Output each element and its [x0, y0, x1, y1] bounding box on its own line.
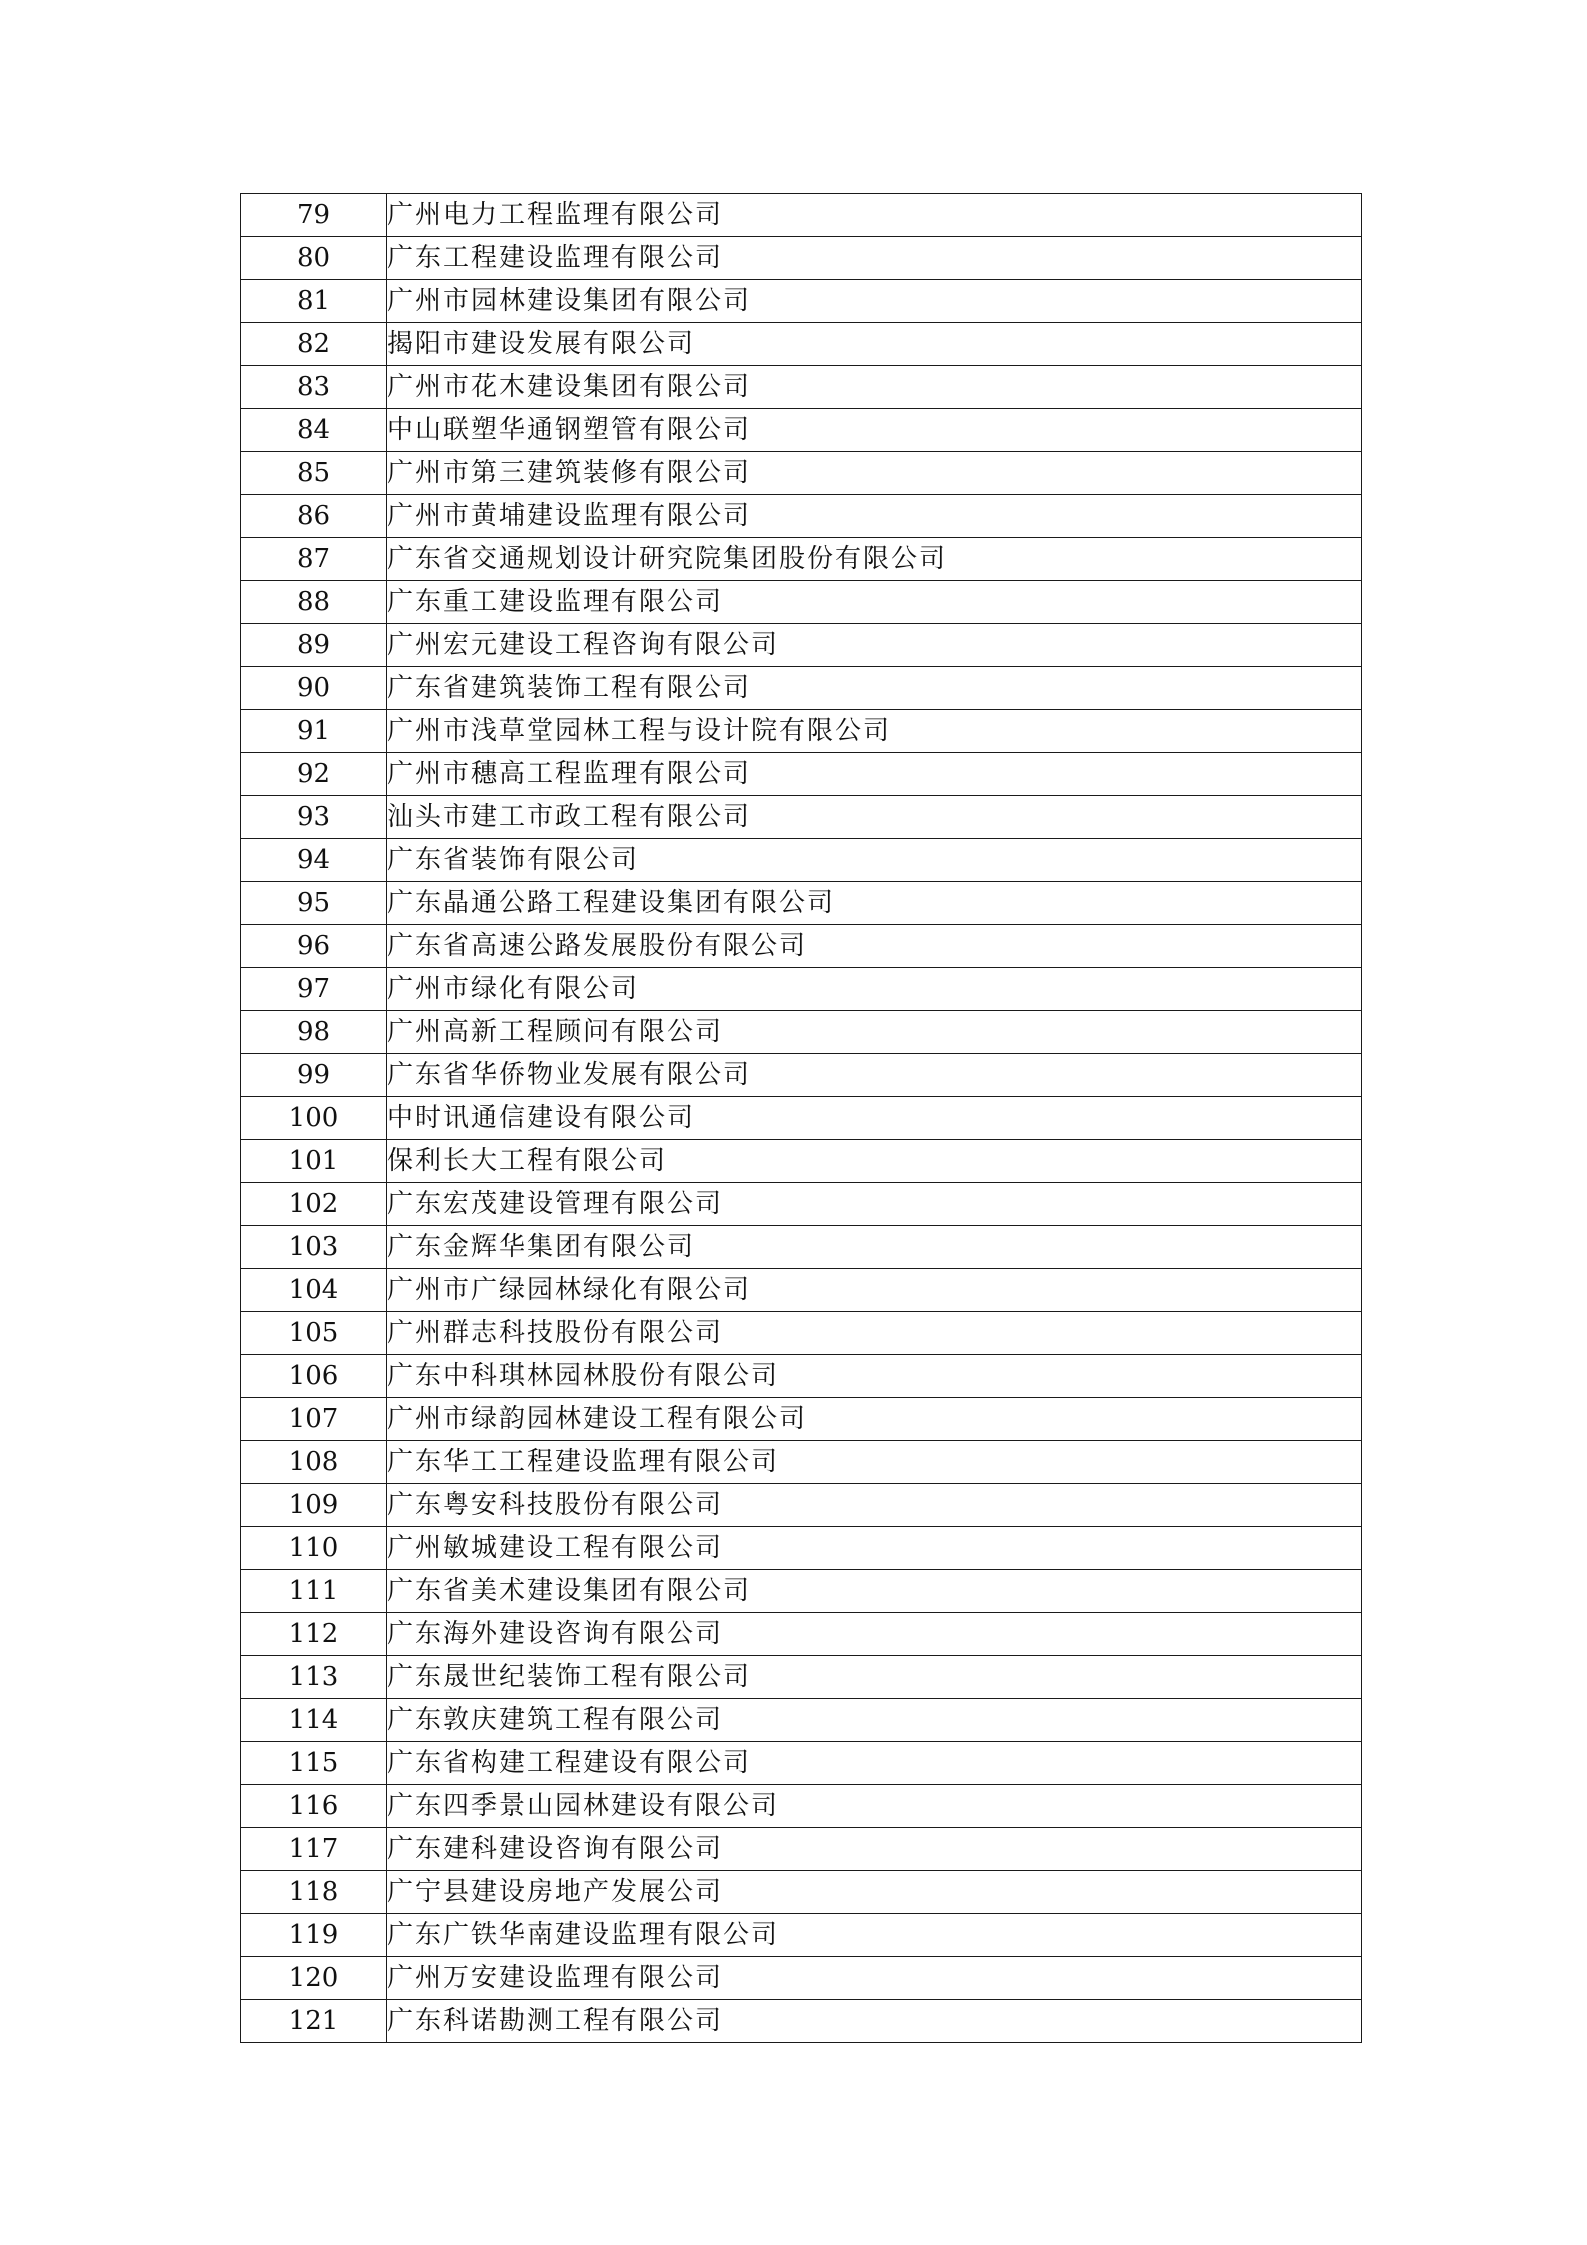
row-number: 97 [241, 968, 387, 1011]
company-name: 广东重工建设监理有限公司 [387, 581, 1362, 624]
row-number: 100 [241, 1097, 387, 1140]
table-row [241, 1011, 1362, 1054]
row-number: 111 [241, 1570, 387, 1613]
company-name: 广州高新工程顾问有限公司 [387, 1011, 1362, 1054]
row-number: 92 [241, 753, 387, 796]
table-row [241, 1355, 1362, 1398]
row-number: 93 [241, 796, 387, 839]
table-row [241, 581, 1362, 624]
company-name: 广东省交通规划设计研究院集团股份有限公司 [387, 538, 1362, 581]
table-row [241, 280, 1362, 323]
table-row [241, 1226, 1362, 1269]
company-name: 广东中科琪林园林股份有限公司 [387, 1355, 1362, 1398]
row-number: 94 [241, 839, 387, 882]
row-number: 113 [241, 1656, 387, 1699]
table-row [241, 237, 1362, 280]
company-name: 中山联塑华通钢塑管有限公司 [387, 409, 1362, 452]
row-number: 80 [241, 237, 387, 280]
company-name: 广州敏城建设工程有限公司 [387, 1527, 1362, 1570]
table-row [241, 1699, 1362, 1742]
row-number: 98 [241, 1011, 387, 1054]
row-number: 104 [241, 1269, 387, 1312]
table-row [241, 1398, 1362, 1441]
row-number: 112 [241, 1613, 387, 1656]
company-name: 广东科诺勘测工程有限公司 [387, 2000, 1362, 2043]
table-row [241, 753, 1362, 796]
row-number: 84 [241, 409, 387, 452]
company-name: 广州市绿韵园林建设工程有限公司 [387, 1398, 1362, 1441]
company-name: 广东省装饰有限公司 [387, 839, 1362, 882]
table-row [241, 1054, 1362, 1097]
company-name: 广东金辉华集团有限公司 [387, 1226, 1362, 1269]
table-row [241, 1785, 1362, 1828]
company-name: 广东粤安科技股份有限公司 [387, 1484, 1362, 1527]
table-row [241, 882, 1362, 925]
table-row [241, 366, 1362, 409]
table-row [241, 1441, 1362, 1484]
row-number: 102 [241, 1183, 387, 1226]
row-number: 114 [241, 1699, 387, 1742]
company-name: 汕头市建工市政工程有限公司 [387, 796, 1362, 839]
table-body [241, 194, 1362, 2043]
row-number: 115 [241, 1742, 387, 1785]
row-number: 83 [241, 366, 387, 409]
table-row [241, 194, 1362, 237]
company-name: 广州市穗高工程监理有限公司 [387, 753, 1362, 796]
table-row [241, 796, 1362, 839]
row-number: 90 [241, 667, 387, 710]
company-name: 广东省美术建设集团有限公司 [387, 1570, 1362, 1613]
company-name: 广东省建筑装饰工程有限公司 [387, 667, 1362, 710]
company-name: 广东省构建工程建设有限公司 [387, 1742, 1362, 1785]
table-row [241, 1613, 1362, 1656]
table-row [241, 1484, 1362, 1527]
row-number: 86 [241, 495, 387, 538]
row-number: 101 [241, 1140, 387, 1183]
table-row [241, 1871, 1362, 1914]
row-number: 120 [241, 1957, 387, 2000]
row-number: 95 [241, 882, 387, 925]
table-row [241, 925, 1362, 968]
row-number: 103 [241, 1226, 387, 1269]
table-row [241, 1656, 1362, 1699]
row-number: 99 [241, 1054, 387, 1097]
table-row [241, 409, 1362, 452]
row-number: 89 [241, 624, 387, 667]
table-row [241, 1312, 1362, 1355]
company-name: 广东省高速公路发展股份有限公司 [387, 925, 1362, 968]
row-number: 87 [241, 538, 387, 581]
table-row [241, 1527, 1362, 1570]
row-number: 116 [241, 1785, 387, 1828]
company-name: 广州市浅草堂园林工程与设计院有限公司 [387, 710, 1362, 753]
company-name: 广东晟世纪装饰工程有限公司 [387, 1656, 1362, 1699]
company-name: 广州宏元建设工程咨询有限公司 [387, 624, 1362, 667]
table-row [241, 1183, 1362, 1226]
company-name: 广东四季景山园林建设有限公司 [387, 1785, 1362, 1828]
company-name: 广州市黄埔建设监理有限公司 [387, 495, 1362, 538]
table-row [241, 323, 1362, 366]
company-name: 广州市园林建设集团有限公司 [387, 280, 1362, 323]
table-row [241, 1097, 1362, 1140]
table-row [241, 1742, 1362, 1785]
company-name: 揭阳市建设发展有限公司 [387, 323, 1362, 366]
table-row [241, 1140, 1362, 1183]
table-row [241, 2000, 1362, 2043]
company-name: 广东海外建设咨询有限公司 [387, 1613, 1362, 1656]
table-row [241, 624, 1362, 667]
row-number: 82 [241, 323, 387, 366]
company-name: 广东敦庆建筑工程有限公司 [387, 1699, 1362, 1742]
company-name: 广州市绿化有限公司 [387, 968, 1362, 1011]
company-name: 广东华工工程建设监理有限公司 [387, 1441, 1362, 1484]
row-number: 117 [241, 1828, 387, 1871]
table-row [241, 1570, 1362, 1613]
table-row [241, 538, 1362, 581]
row-number: 108 [241, 1441, 387, 1484]
table-row [241, 710, 1362, 753]
row-number: 81 [241, 280, 387, 323]
table-row [241, 839, 1362, 882]
table-row [241, 1957, 1362, 2000]
table-row [241, 667, 1362, 710]
table-row [241, 1914, 1362, 1957]
table-row [241, 452, 1362, 495]
company-name: 保利长大工程有限公司 [387, 1140, 1362, 1183]
row-number: 107 [241, 1398, 387, 1441]
company-name: 广东省华侨物业发展有限公司 [387, 1054, 1362, 1097]
company-name: 广州万安建设监理有限公司 [387, 1957, 1362, 2000]
row-number: 106 [241, 1355, 387, 1398]
table-row [241, 968, 1362, 1011]
row-number: 91 [241, 710, 387, 753]
row-number: 121 [241, 2000, 387, 2043]
company-name: 广州电力工程监理有限公司 [387, 194, 1362, 237]
company-name: 中时讯通信建设有限公司 [387, 1097, 1362, 1140]
row-number: 109 [241, 1484, 387, 1527]
row-number: 85 [241, 452, 387, 495]
row-number: 118 [241, 1871, 387, 1914]
table-row [241, 495, 1362, 538]
company-name: 广州市花木建设集团有限公司 [387, 366, 1362, 409]
company-name: 广州市第三建筑装修有限公司 [387, 452, 1362, 495]
row-number: 96 [241, 925, 387, 968]
row-number: 119 [241, 1914, 387, 1957]
row-number: 88 [241, 581, 387, 624]
company-name: 广东宏茂建设管理有限公司 [387, 1183, 1362, 1226]
company-name: 广宁县建设房地产发展公司 [387, 1871, 1362, 1914]
row-number: 110 [241, 1527, 387, 1570]
table-row [241, 1269, 1362, 1312]
company-list-table [240, 193, 1362, 2043]
company-name: 广东工程建设监理有限公司 [387, 237, 1362, 280]
row-number: 79 [241, 194, 387, 237]
row-number: 105 [241, 1312, 387, 1355]
company-name: 广州群志科技股份有限公司 [387, 1312, 1362, 1355]
company-name: 广东广铁华南建设监理有限公司 [387, 1914, 1362, 1957]
company-name: 广东建科建设咨询有限公司 [387, 1828, 1362, 1871]
table-row [241, 1828, 1362, 1871]
company-name: 广东晶通公路工程建设集团有限公司 [387, 882, 1362, 925]
company-name: 广州市广绿园林绿化有限公司 [387, 1269, 1362, 1312]
